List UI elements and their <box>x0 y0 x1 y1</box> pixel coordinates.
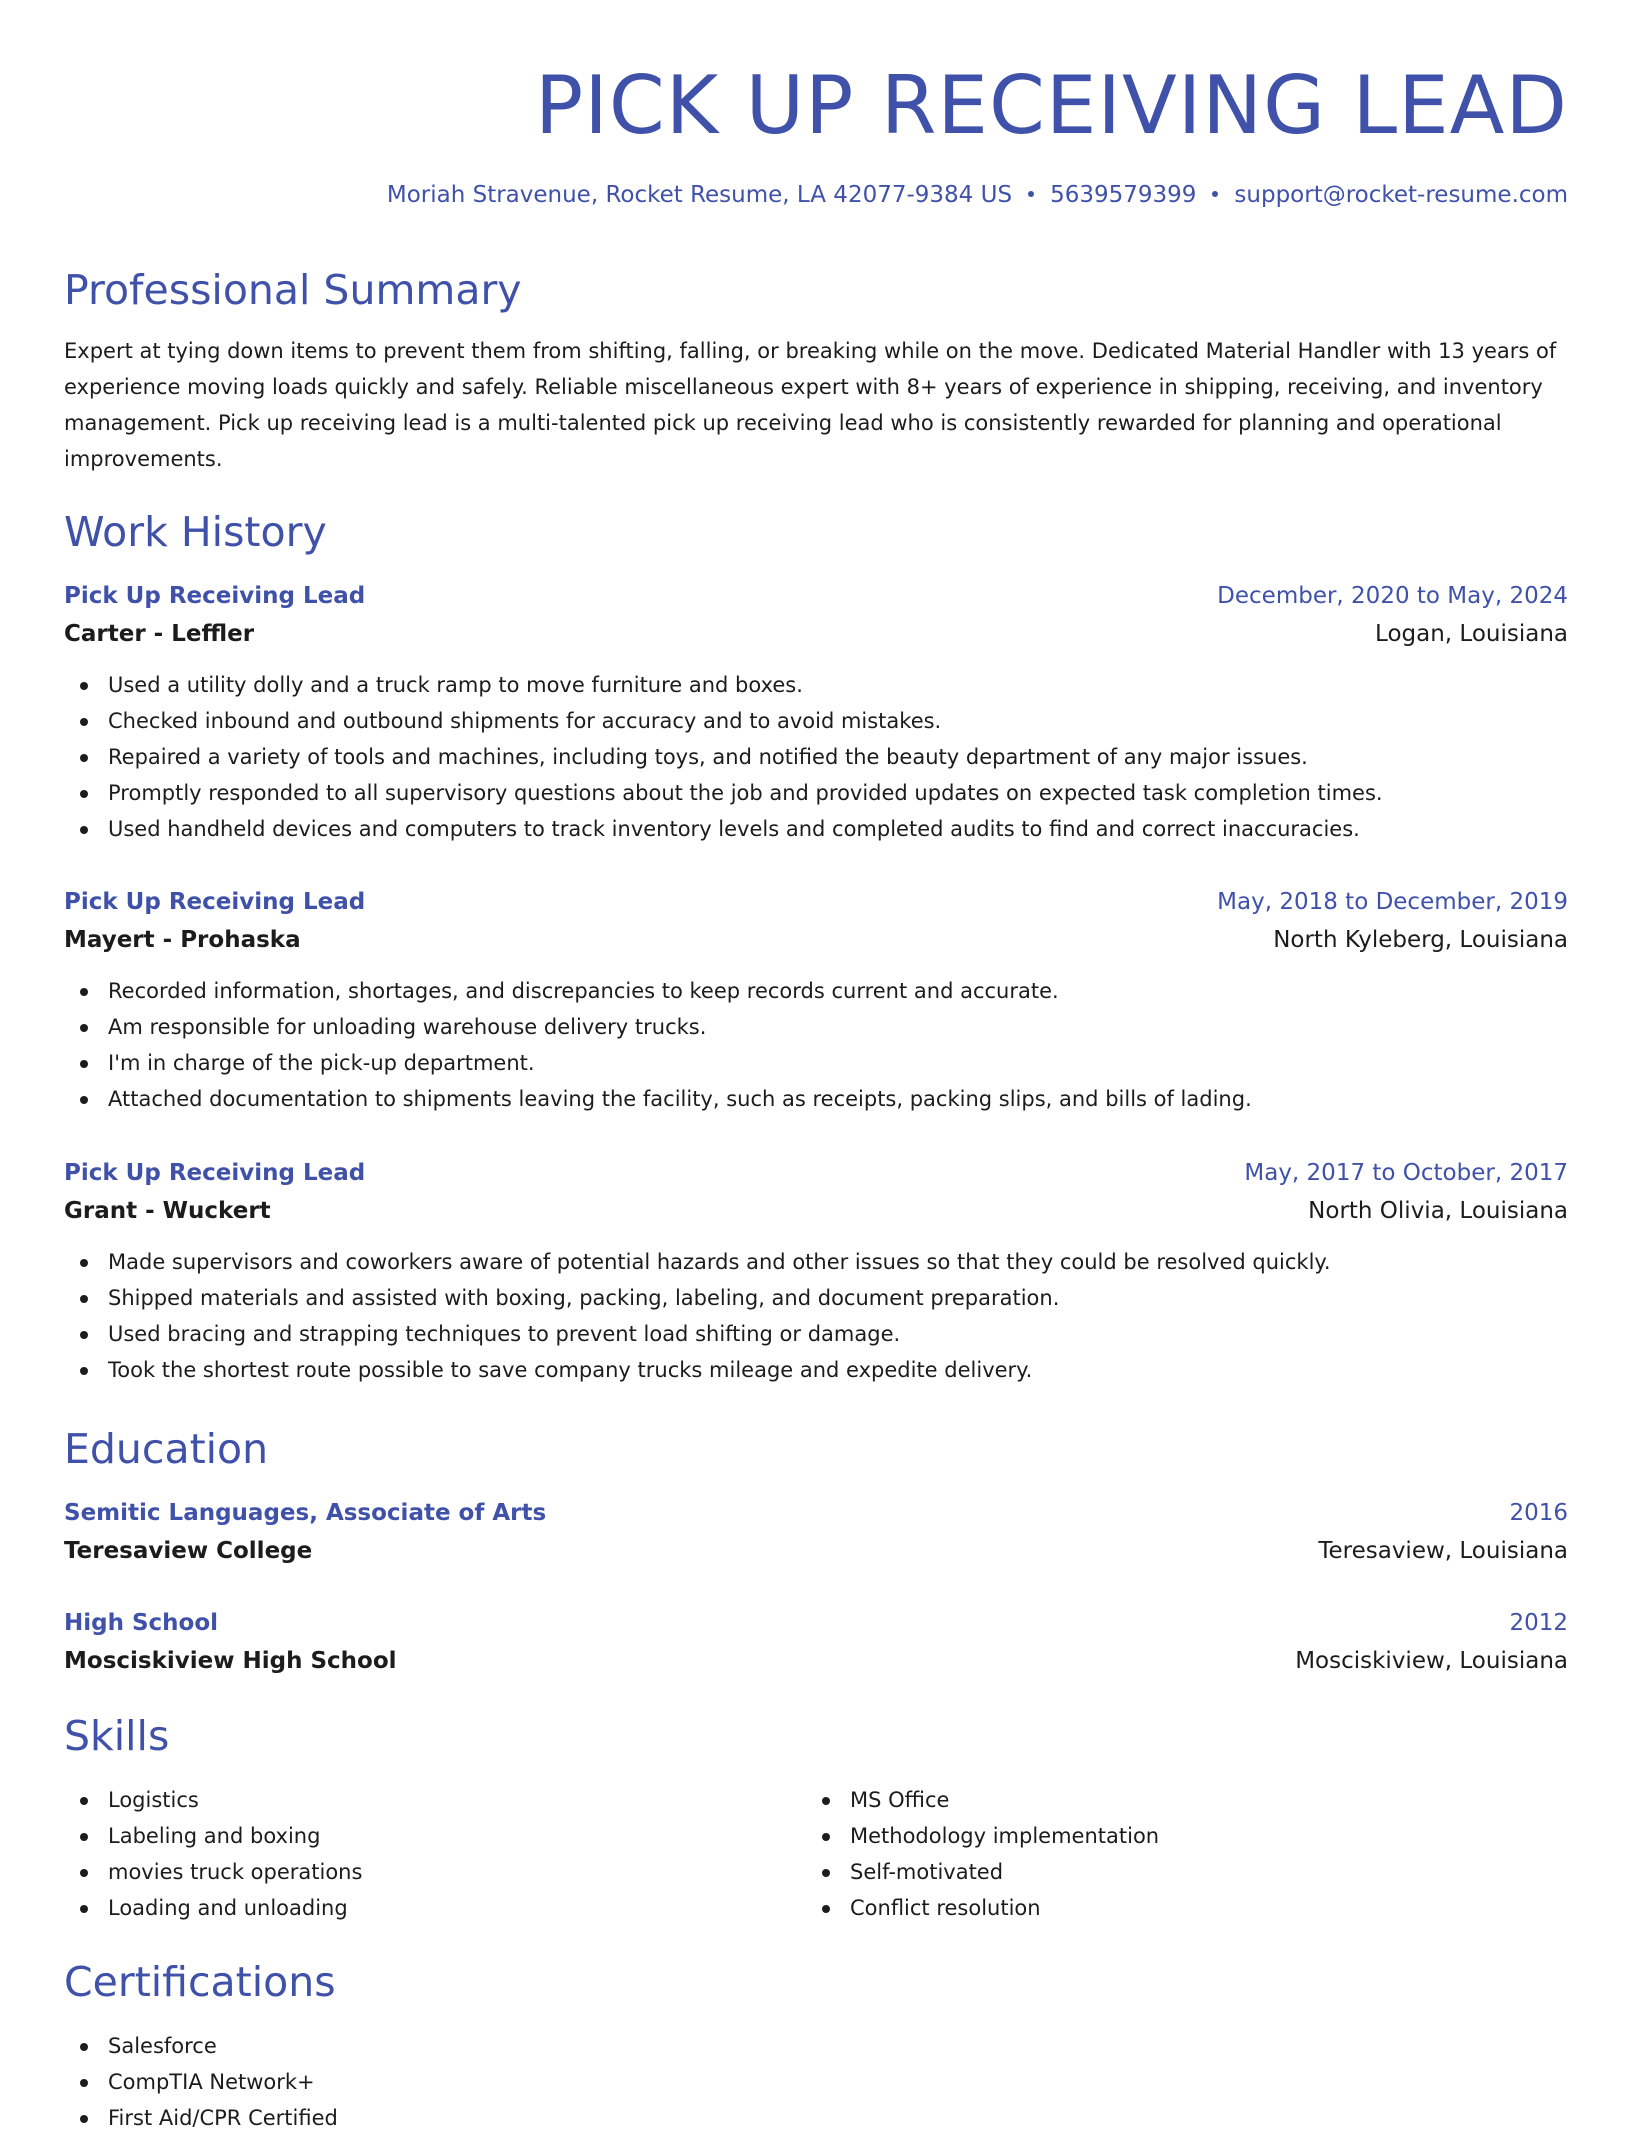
job-role: Pick Up Receiving Lead <box>64 1160 366 1186</box>
contact-line <box>387 180 1568 210</box>
job-company: Grant - Wuckert <box>64 1198 271 1224</box>
section-title-certifications: Certifications <box>64 1958 336 2006</box>
education-school: Teresaview College <box>64 1538 313 1564</box>
list-item: Self-motivated <box>806 1854 1548 1890</box>
education-year: 2016 <box>1509 1500 1568 1526</box>
job-company: Mayert - Prohaska <box>64 927 301 953</box>
job-location: North Kyleberg, Louisiana <box>1273 927 1568 953</box>
education-location: Teresaview, Louisiana <box>1318 1538 1568 1564</box>
education-location: Mosciskiview, Louisiana <box>1295 1648 1568 1674</box>
list-item: Conflict resolution <box>806 1890 1548 1926</box>
list-item: Took the shortest route possible to save company trucks mileage and expedite delivery. <box>64 1352 1568 1388</box>
list-item: Loading and unloading <box>64 1890 806 1926</box>
skills-list-left <box>64 1782 806 1926</box>
job-location: North Olivia, Louisiana <box>1308 1198 1568 1224</box>
list-item: Shipped materials and assisted with boxing, packing, labeling, and document preparation. <box>64 1280 1568 1316</box>
job-location: Logan, Louisiana <box>1375 621 1568 647</box>
list-item: Checked inbound and outbound shipments for accuracy and to avoid mistakes. <box>64 703 1568 739</box>
list-item: I'm in charge of the pick-up department. <box>64 1045 1568 1081</box>
job-company: Carter - Leffler <box>64 621 255 647</box>
separator-dot-icon <box>1212 191 1218 197</box>
list-item: Repaired a variety of tools and machines, including toys, and notified the beauty department of any major issues. <box>64 739 1568 775</box>
skills-list-right <box>806 1782 1548 1926</box>
list-item: Used bracing and strapping techniques to prevent load shifting or damage. <box>64 1316 1568 1352</box>
skills-columns <box>64 1782 1568 1926</box>
list-item: Used a utility dolly and a truck ramp to move furniture and boxes. <box>64 667 1568 703</box>
job-bullets <box>64 1244 1568 1388</box>
summary-text: Expert at tying down items to prevent them from shifting, falling, or breaking while on the move. Dedicated Material Handler with 13 years of experience moving loads quickly and safely. Reliable miscellaneous expert with 8+ years of experience in shipping, receiving, and inventory management. Pick up receiving lead is a multi-talented pick up receiving lead who is consistently rewarded for planning and operational improvements. <box>64 339 1557 471</box>
section-title-work-history: Work History <box>64 508 327 556</box>
separator-dot-icon <box>1028 191 1034 197</box>
education-entry <box>64 1608 1568 1676</box>
job-bullets <box>64 973 1568 1117</box>
list-item: Salesforce <box>64 2028 1568 2064</box>
education-school: Mosciskiview High School <box>64 1648 397 1674</box>
education-degree: High School <box>64 1610 219 1636</box>
list-item: First Aid/CPR Certified <box>64 2100 1568 2136</box>
list-item: CompTIA Network+ <box>64 2064 1568 2100</box>
list-item: Am responsible for unloading warehouse delivery trucks. <box>64 1009 1568 1045</box>
job-entry <box>64 1158 1568 1388</box>
list-item: Used handheld devices and computers to track inventory levels and completed audits to find and correct inaccuracies. <box>64 811 1568 847</box>
list-item: Recorded information, shortages, and discrepancies to keep records current and accurate. <box>64 973 1568 1009</box>
education-entry <box>64 1498 1568 1566</box>
list-item: Logistics <box>64 1782 806 1818</box>
job-role: Pick Up Receiving Lead <box>64 583 366 609</box>
resume-page <box>64 0 1568 2130</box>
job-entry <box>64 887 1568 1117</box>
job-entry <box>64 581 1568 847</box>
section-title-education: Education <box>64 1425 269 1473</box>
contact-address: Moriah Stravenue, Rocket Resume, LA 42077-9384 US <box>386 182 1013 208</box>
certifications-list <box>64 2028 1568 2136</box>
contact-email: support@rocket-resume.com <box>1234 182 1568 208</box>
section-title-summary: Professional Summary <box>64 266 522 314</box>
job-dates: May, 2017 to October, 2017 <box>1244 1160 1568 1186</box>
list-item: MS Office <box>806 1782 1548 1818</box>
section-title-skills: Skills <box>64 1712 170 1760</box>
job-dates: December, 2020 to May, 2024 <box>1217 583 1568 609</box>
list-item: Made supervisors and coworkers aware of potential hazards and other issues so that they could be resolved quickly. <box>64 1244 1568 1280</box>
list-item: Attached documentation to shipments leaving the facility, such as receipts, packing slips, and bills of lading. <box>64 1081 1568 1117</box>
education-degree: Semitic Languages, Associate of Arts <box>64 1500 547 1526</box>
resume-title: PICK UP RECEIVING LEAD <box>535 59 1568 152</box>
list-item: Promptly responded to all supervisory questions about the job and provided updates on expected task completion times. <box>64 775 1568 811</box>
education-year: 2012 <box>1509 1610 1568 1636</box>
job-dates: May, 2018 to December, 2019 <box>1217 889 1568 915</box>
list-item: Labeling and boxing <box>64 1818 806 1854</box>
contact-phone: 5639579399 <box>1050 182 1197 208</box>
job-role: Pick Up Receiving Lead <box>64 889 366 915</box>
list-item: movies truck operations <box>64 1854 806 1890</box>
list-item: Methodology implementation <box>806 1818 1548 1854</box>
job-bullets <box>64 667 1568 847</box>
